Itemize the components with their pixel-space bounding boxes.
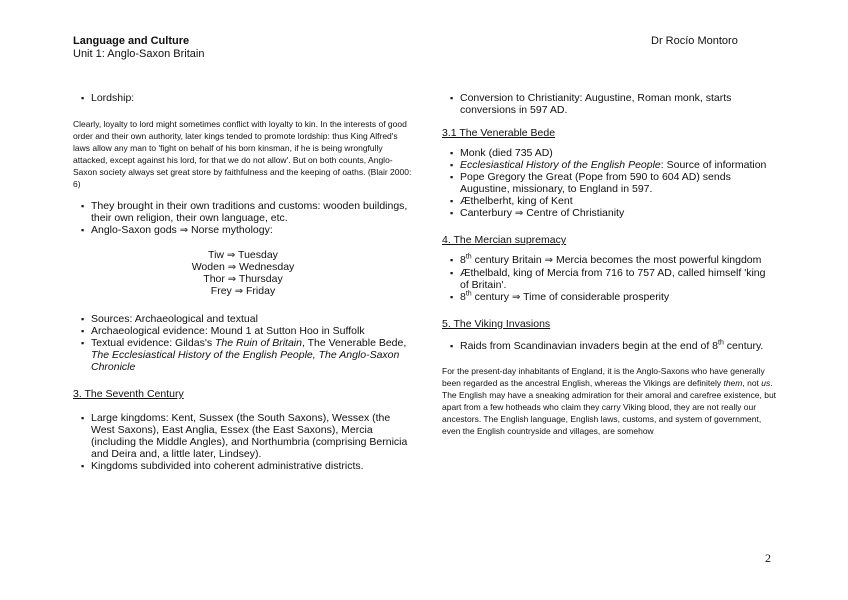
sources-list <box>73 313 413 373</box>
arrow-icon: ⇒ <box>227 274 237 285</box>
right-column <box>442 92 777 437</box>
god-row: Woden ⇒ Wednesday <box>191 261 295 273</box>
left-column <box>73 92 413 472</box>
document-subtitle: Unit 1: Anglo-Saxon Britain <box>73 48 205 60</box>
gods-suffix: Norse mythology: <box>191 224 273 236</box>
textual-item: ▪ Textual evidence: Gildas's The Ruin of Britain, The Venerable Bede, The Ecclesiastical History of the English People, The Anglo-Saxon Chronicle <box>81 337 413 373</box>
traditions-item: ▪ They brought in their own traditions and customs: wooden buildings, their own religion, their own language, etc. <box>81 200 413 224</box>
mercia-list <box>442 254 777 304</box>
arrow-icon: ⇒ <box>179 225 189 236</box>
document-title: Language and Culture <box>73 35 190 47</box>
canterbury-item: ▪ Canterbury ⇒ Centre of Christianity <box>450 207 777 220</box>
arrow-icon: ⇒ <box>234 286 244 297</box>
page-number: 2 <box>765 551 771 565</box>
arrow-icon: ⇒ <box>226 250 236 261</box>
god-row: Tiw ⇒ Tuesday <box>208 249 278 261</box>
history-titles: The Ecclesiastical History of the English People, The Anglo-Saxon Chronicle <box>91 349 400 373</box>
god-row: Frey ⇒ Friday <box>210 285 276 297</box>
lordship-heading: ▪ Lordship: <box>81 92 413 104</box>
document-author: Dr Rocío Montoro <box>651 35 738 47</box>
kingdoms-item: ▪ Large kingdoms: Kent, Sussex (the South Saxons), Wessex (the West Saxons), East Anglia, Essex (the East Saxons), Mercia (including the Middle Angles), and Northumbria (comprising Bernicia and Deira and, a little later, Lindsey). <box>81 412 413 460</box>
lordship-list <box>73 92 413 104</box>
aethelberht-item: ▪ Æthelberht, king of Kent <box>450 195 777 207</box>
arrow-icon: ⇒ <box>544 255 554 266</box>
mercia-item-1: ▪ 8th century Britain ⇒ Mercia becomes the most powerful kingdom <box>450 254 777 267</box>
arrow-icon: ⇒ <box>227 262 237 273</box>
section-3-1-title: 3.1 The Venerable Bede <box>442 127 556 139</box>
arrow-icon: ⇒ <box>511 292 521 303</box>
god-row: Thor ⇒ Thursday <box>203 273 283 285</box>
section-3-title: 3. The Seventh Century <box>73 388 184 400</box>
viking-paragraph: For the present-day inhabitants of England, it is the Anglo-Saxons who have generally been regarded as the ancestral English, whereas the Vikings are definitely them, not us. The English may have a sneaking admiration for their amoral and carefree existence, but apart from a few hotheads who claim they carry Viking blood, they are not really our ancestors. The English language, English laws, customs, and system of government, even the English countryside and villages, are somehow <box>442 366 777 436</box>
ruin-of-britain-title: The Ruin of Britain <box>215 337 302 349</box>
bede-history-item: ▪ Ecclesiastical History of the English People: Source of information <box>450 159 777 171</box>
bede-gregory-item: ▪ Pope Gregory the Great (Pope from 590 to 604 AD) sends Augustine, missionary, to England in 597. <box>450 171 777 195</box>
section-3-list <box>73 412 413 472</box>
gods-item <box>81 224 413 237</box>
gods-prefix: Anglo-Saxon gods <box>91 224 177 236</box>
conversion-item: ▪ Conversion to Christianity: Augustine, Roman monk, starts conversions in 597 AD. <box>450 92 777 116</box>
mercia-item-3: ▪ 8th century ⇒ Time of considerable prosperity <box>450 291 777 304</box>
sources-item: ▪ Sources: Archaeological and textual <box>81 313 413 325</box>
archaeological-item: ▪ Archaeological evidence: Mound 1 at Sutton Hoo in Suffolk <box>81 325 413 337</box>
conversion-list <box>442 92 777 116</box>
arrow-icon: ⇒ <box>514 208 524 219</box>
lordship-paragraph: Clearly, loyalty to lord might sometimes conflict with loyalty to kin. In the interests of good order and their own authority, later kings tended to promote lordship: thus King Alfred's laws allow any man to 'fight on behalf of his born kinsman, if he is being wrongfully attacked, except against his lord, for that we do not allow'. But on both counts, Anglo-Saxon society always set great store by faithfulness and the keeping of oaths. (Blair 2000: 6) <box>73 119 412 189</box>
section-5-title: 5. The Viking Invasions <box>442 318 551 330</box>
bede-monk-item: ▪ Monk (died 735 AD) <box>450 147 777 159</box>
districts-item: ▪ Kingdoms subdivided into coherent administrative districts. <box>81 460 413 472</box>
viking-raids-item: ▪ Raids from Scandinavian invaders begin at the end of 8th century. <box>450 340 777 352</box>
traditions-list <box>73 200 413 237</box>
gods-list <box>73 249 413 297</box>
bede-list <box>442 147 777 220</box>
viking-list <box>442 340 777 352</box>
mercia-item-2: ▪ Æthelbald, king of Mercia from 716 to 757 AD, called himself 'king of Britain'. <box>450 267 777 291</box>
section-4-title: 4. The Mercian supremacy <box>442 234 567 246</box>
